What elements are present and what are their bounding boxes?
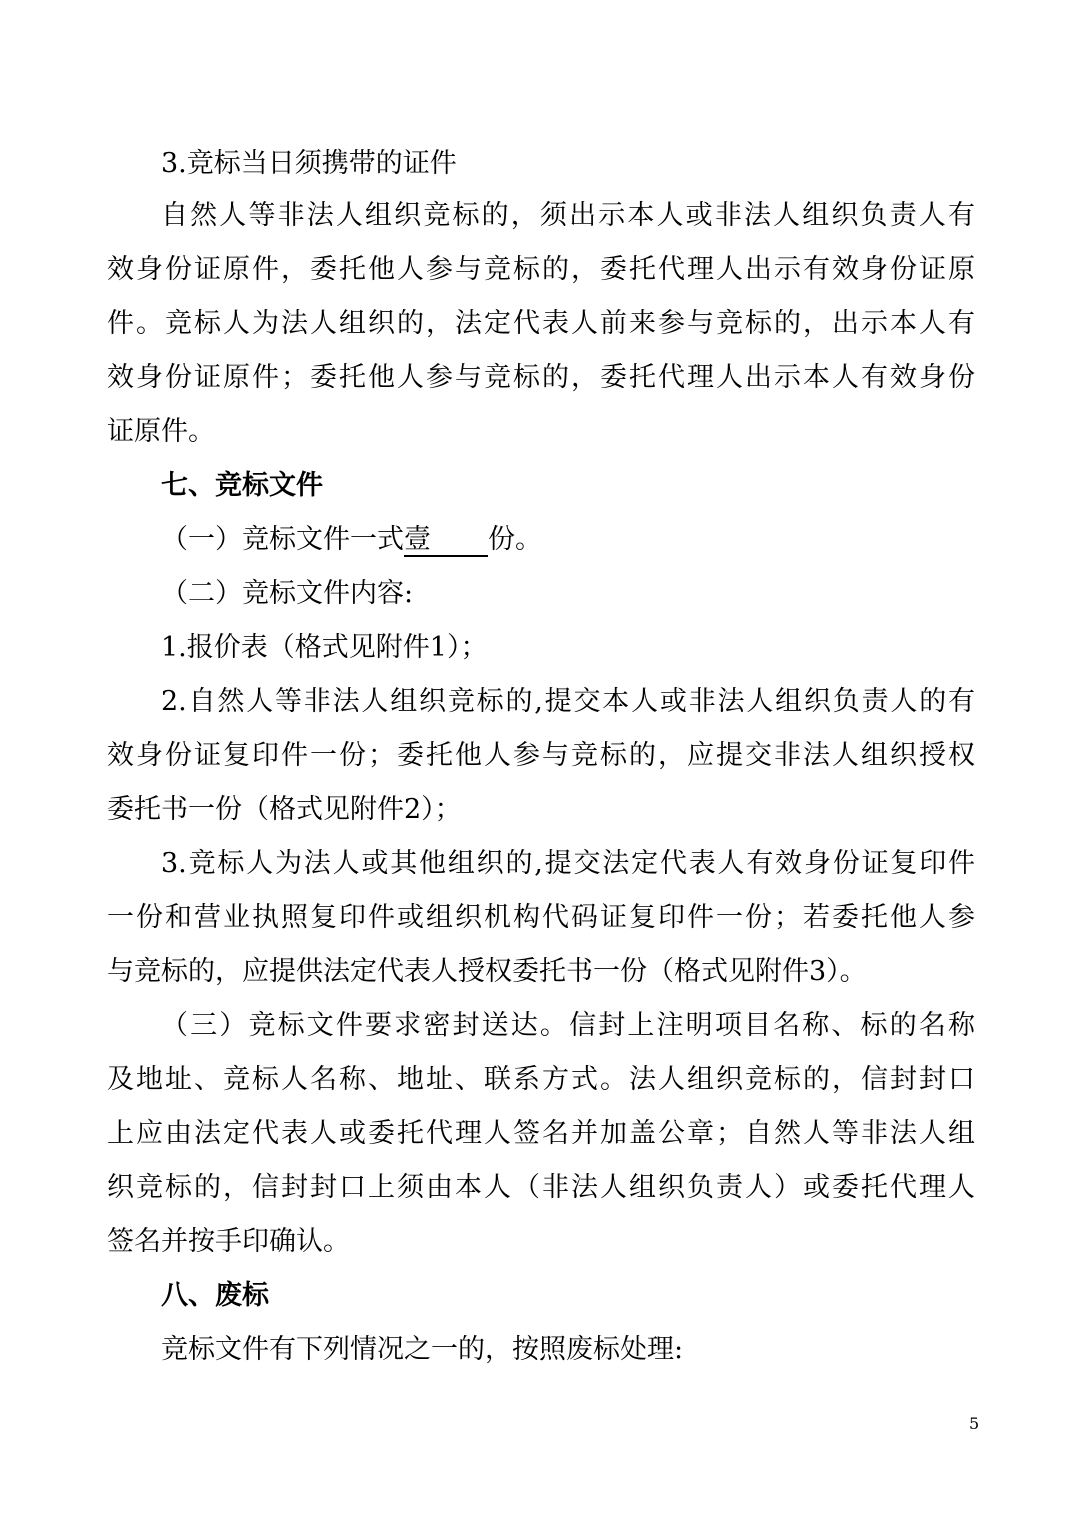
- paragraph-line: 上应由法定代表人或委托代理人签名并加盖公章；自然人等非法人组: [107, 1118, 975, 1149]
- paragraph-line: 2.自然人等非法人组织竞标的,提交本人或非法人组织负责人的有: [161, 686, 975, 717]
- paragraph-line: [161, 522, 975, 558]
- paragraph-line: 签名并按手印确认。: [107, 1226, 350, 1257]
- page-number: 5: [969, 1414, 980, 1433]
- paragraph-line: 效身份证原件，委托他人参与竞标的，委托代理人出示有效身份证原: [107, 254, 975, 285]
- paragraph-line: 自然人等非法人组织竞标的，须出示本人或非法人组织负责人有: [161, 200, 975, 231]
- paragraph-line: 证原件。: [107, 416, 215, 447]
- line-text: 份。: [488, 524, 542, 555]
- paragraph-line: 委托书一份（格式见附件2）；: [107, 794, 462, 825]
- paragraph-line: 竞标文件有下列情况之一的，按照废标处理:: [161, 1334, 684, 1365]
- paragraph-line: 及地址、竞标人名称、地址、联系方式。法人组织竞标的，信封封口: [107, 1064, 975, 1095]
- filled-blank: 壹: [404, 525, 488, 557]
- paragraph-line: 一份和营业执照复印件或组织机构代码证复印件一份；若委托他人参: [107, 902, 975, 933]
- section-heading: 七、竞标文件: [161, 470, 323, 501]
- paragraph-line: 3.竞标当日须携带的证件: [161, 148, 457, 179]
- paragraph-line: 3.竞标人为法人或其他组织的,提交法定代表人有效身份证复印件: [161, 848, 975, 879]
- paragraph-line: 织竞标的，信封封口上须由本人（非法人组织负责人）或委托代理人: [107, 1172, 975, 1203]
- line-text: （一）竞标文件一式: [161, 524, 404, 555]
- paragraph-line: 效身份证复印件一份；委托他人参与竞标的，应提交非法人组织授权: [107, 740, 975, 771]
- paragraph-line: （三）竞标文件要求密封送达。信封上注明项目名称、标的名称: [161, 1010, 975, 1041]
- paragraph-line: （二）竞标文件内容:: [161, 578, 414, 609]
- paragraph-line: 与竞标的，应提供法定代表人授权委托书一份（格式见附件3）。: [107, 956, 867, 987]
- paragraph-line: 效身份证原件；委托他人参与竞标的，委托代理人出示本人有效身份: [107, 362, 975, 393]
- section-heading: 八、废标: [161, 1280, 269, 1311]
- paragraph-line: 件。竞标人为法人组织的，法定代表人前来参与竞标的，出示本人有: [107, 308, 975, 339]
- paragraph-line: 1.报价表（格式见附件1）；: [161, 632, 488, 663]
